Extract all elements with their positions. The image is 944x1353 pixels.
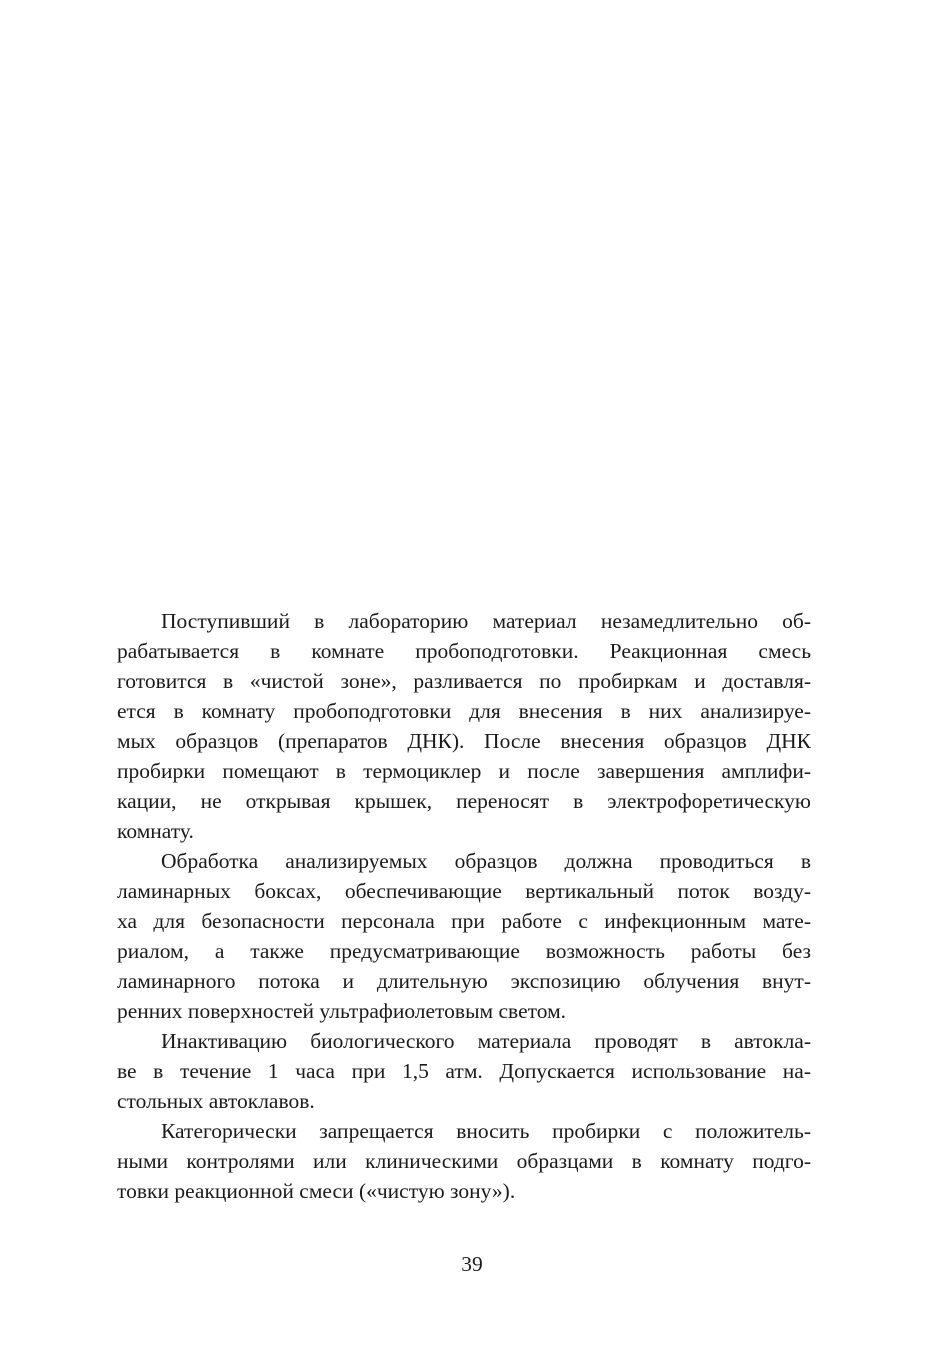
paragraph-1-line-1: Поступивший в лабораторию материал незамедлительно об- bbox=[161, 609, 811, 633]
paragraph-4-line-3: товки реакционной смеси («чистую зону»). bbox=[117, 1179, 516, 1203]
paragraph-2-line-5: ламинарного потока и длительную экспозицию облучения внут- bbox=[117, 969, 811, 993]
paragraph-2-line-2: ламинарных боксах, обеспечивающие вертикальный поток возду- bbox=[117, 879, 811, 903]
paragraph-2-line-3: ха для безопасности персонала при работе с инфекционным мате- bbox=[117, 909, 811, 933]
body-text bbox=[117, 606, 811, 1206]
paragraph-1-line-8: комнату. bbox=[117, 819, 194, 843]
paragraph-4-line-2: ными контролями или клиническими образцами в комнату подго- bbox=[117, 1149, 811, 1173]
paragraph-3-line-2: ве в течение 1 часа при 1,5 атм. Допускается использование на- bbox=[117, 1059, 811, 1083]
paragraph-1-line-3: готовится в «чистой зоне», разливается по пробиркам и доставля- bbox=[117, 669, 811, 693]
paragraph-2-line-4: риалом, а также предусматривающие возможность работы без bbox=[117, 939, 811, 963]
page-number: 39 bbox=[461, 1252, 483, 1276]
paragraph-1-line-6: пробирки помещают в термоциклер и после завершения амплифи- bbox=[117, 759, 811, 783]
paragraph-1-line-5: мых образцов (препаратов ДНК). После внесения образцов ДНК bbox=[117, 729, 811, 753]
paragraph-3-line-1: Инактивацию биологического материала проводят в автокла- bbox=[161, 1029, 811, 1053]
paragraph-3-line-3: стольных автоклавов. bbox=[117, 1089, 315, 1113]
paragraph-1-line-4: ется в комнату пробоподготовки для внесения в них анализируе- bbox=[117, 699, 811, 723]
paragraph-1-line-2: рабатывается в комнате пробоподготовки. Реакционная смесь bbox=[117, 639, 811, 663]
paragraph-4-line-1: Категорически запрещается вносить пробирки с положитель- bbox=[161, 1119, 811, 1143]
paragraph-2-line-6: ренних поверхностей ультрафиолетовым светом. bbox=[117, 999, 567, 1023]
paragraph-2-line-1: Обработка анализируемых образцов должна проводиться в bbox=[161, 849, 811, 873]
paragraph-1-line-7: кации, не открывая крышек, переносят в электрофоретическую bbox=[117, 789, 811, 813]
